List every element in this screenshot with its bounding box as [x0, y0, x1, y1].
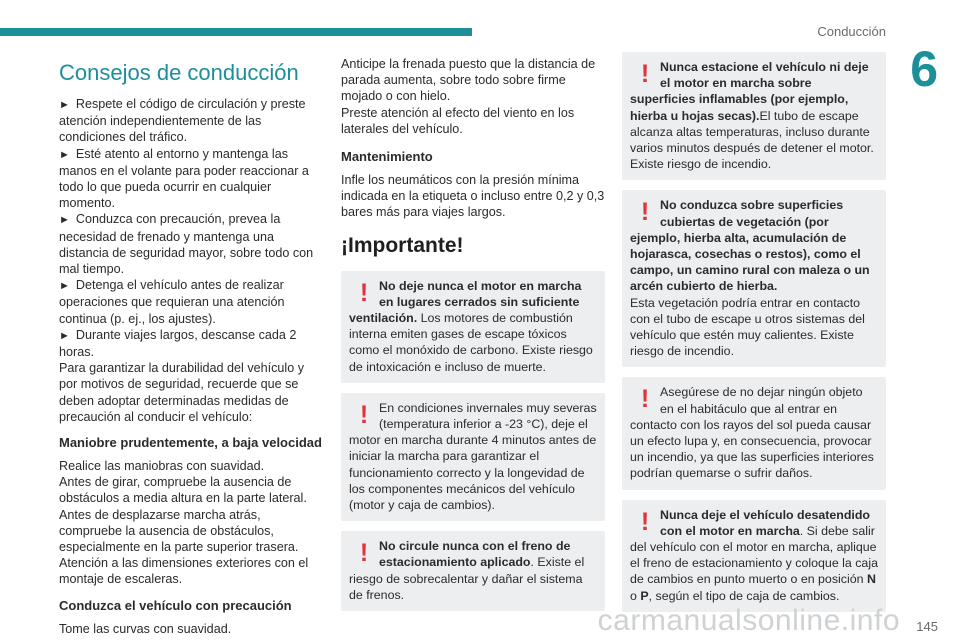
warning-bold: No circule nunca con el freno de estacionamiento aplicado [379, 539, 571, 570]
chapter-number: 6 [910, 41, 938, 97]
watermark: carmanualsonline.info [597, 604, 900, 637]
page-number: 145 [916, 619, 938, 634]
warning-icon: ! [640, 385, 650, 414]
bullet-item: ► Conduzca con precaución, prevea la necesidad de frenado y mantenga una distancia de seguridad mayor, sobre todo con mal tiempo. [59, 211, 323, 277]
paragraph: Tome las curvas con suavidad. [59, 621, 232, 636]
warning-box [622, 500, 886, 612]
subheading-maintenance: Mantenimiento [341, 149, 433, 165]
gear-p: P [640, 588, 649, 603]
bullet-item: ► Respete el código de circulación y preste atención independientemente de las condiciones del tráfico. [59, 96, 323, 146]
column-right [622, 52, 886, 622]
paragraph: Infle los neumáticos con la presión mínima indicada en la etiqueta o incluso entre 0,2 y 0,3 bares más para viajes largos. [341, 173, 605, 220]
paragraph: Para garantizar la durabilidad del vehículo y por motivos de seguridad, recuerde que se deben adoptar determinadas medidas de precaución al conducir el vehículo: [59, 361, 305, 424]
warning-icon: ! [640, 507, 650, 536]
column-middle [341, 56, 605, 621]
important-heading: ¡Importante! [341, 233, 464, 257]
warning-text: o [630, 588, 641, 603]
warning-icon: ! [640, 60, 650, 88]
warning-icon: ! [359, 400, 369, 429]
warning-text: El tubo de escape alcanza altas temperaturas, incluso durante varios minutos después de detener el motor. Existe riesgo de incendio. [630, 108, 874, 172]
gear-n: N [866, 572, 876, 587]
warning-box [341, 393, 605, 521]
section-title: Consejos de conducción [59, 60, 299, 85]
warning-box [622, 190, 886, 367]
warning-bold: No conduzca sobre superficies cubiertas de vegetación (por ejemplo, hierba alta, acumulación de hojarasca, cosechas o restos), como el campo, un camino rural con maleza o un arcén cubierto de hierba. [630, 198, 870, 294]
paragraph-line: Antes de desplazarse marcha atrás, compruebe la ausencia de obstáculos, especialmente en la parte superior trasera. [59, 507, 299, 555]
paragraph: Preste atención al efecto del viento en los laterales del vehículo. [341, 105, 575, 136]
warning-text: , según el tipo de caja de cambios. [648, 588, 840, 603]
warning-box [622, 52, 886, 180]
warning-text: Asegúrese de no dejar ningún objeto en el habitáculo que al entrar en contacto con los rayos del sol pueda causar un efecto lupa y, en consecuencia, provocar un incendio, ya que las superficies interiores podrían quemarse o sufrir daños. [630, 385, 874, 481]
warning-text: . Si debe salir del vehículo con el motor en marcha, aplique el freno de estacionamiento y coloque la caja de cambios en punto muerto o en posición [630, 523, 878, 587]
subheading-caution: Conduzca el vehículo con precaución [59, 597, 292, 613]
bullet-item: ► Durante viajes largos, descanse cada 2 horas. [59, 327, 323, 360]
warning-box [622, 377, 886, 489]
warning-icon: ! [640, 198, 650, 227]
warning-icon: ! [359, 539, 369, 568]
paragraph: Anticipe la frenada puesto que la distancia de parada aumenta, sobre todo sobre firme mojado o con hielo. [341, 57, 596, 104]
column-left [59, 56, 323, 637]
warning-bold: No deje nunca el motor en marcha en lugares cerrados sin suficiente ventilación. [349, 278, 582, 326]
warning-text: Esta vegetación podría entrar en contacto con el tubo de escape u otros sistemas del vehículo que estén muy calientes. Existe riesgo de incendio. [630, 295, 865, 359]
warning-text: . Existe el riesgo de sobrecalentar y dañar el sistema de frenos. [349, 555, 585, 602]
paragraph-line: Atención a las dimensiones exteriores con el montaje de escaleras. [59, 556, 309, 587]
bullet-item: ► Detenga el vehículo antes de realizar operaciones que requieran una atención continua (p. ej., los ajustes). [59, 277, 323, 327]
subheading-maneuver: Maniobre prudentemente, a baja velocidad [59, 435, 322, 451]
warning-icon: ! [359, 278, 369, 307]
warning-box [341, 271, 605, 383]
chapter-title: Conducción [817, 24, 886, 39]
paragraph-line: Antes de girar, compruebe la ausencia de obstáculos a media altura en la parte lateral. [59, 475, 307, 506]
warning-bold: Nunca estacione el vehículo ni deje el motor en marcha sobre superficies inflamables (por ejemplo, hierba u hojas secas). [630, 60, 869, 123]
warning-text: En condiciones invernales muy severas (temperatura inferior a -23 °C), deje el motor en marcha durante 4 minutos antes de iniciar la marcha para garantizar el funcionamiento correcto y la longevidad de los componentes mecánicos del vehículo (motor y caja de cambios). [349, 400, 597, 513]
warning-text: Los motores de combustión interna emiten gases de escape tóxicos como el monóxido de carbono. Existe riesgo de intoxicación e incluso de muerte. [349, 311, 593, 374]
warning-box [341, 531, 605, 611]
bullet-item: ► Esté atento al entorno y mantenga las manos en el volante para poder reaccionar a todo lo que pueda ocurrir en cualquier momento. [59, 146, 323, 212]
paragraph-line: Realice las maniobras con suavidad. [59, 459, 265, 474]
warning-bold: Nunca deje el vehículo desatendido con el motor en marcha [660, 507, 871, 538]
header-accent-bar [0, 28, 472, 36]
